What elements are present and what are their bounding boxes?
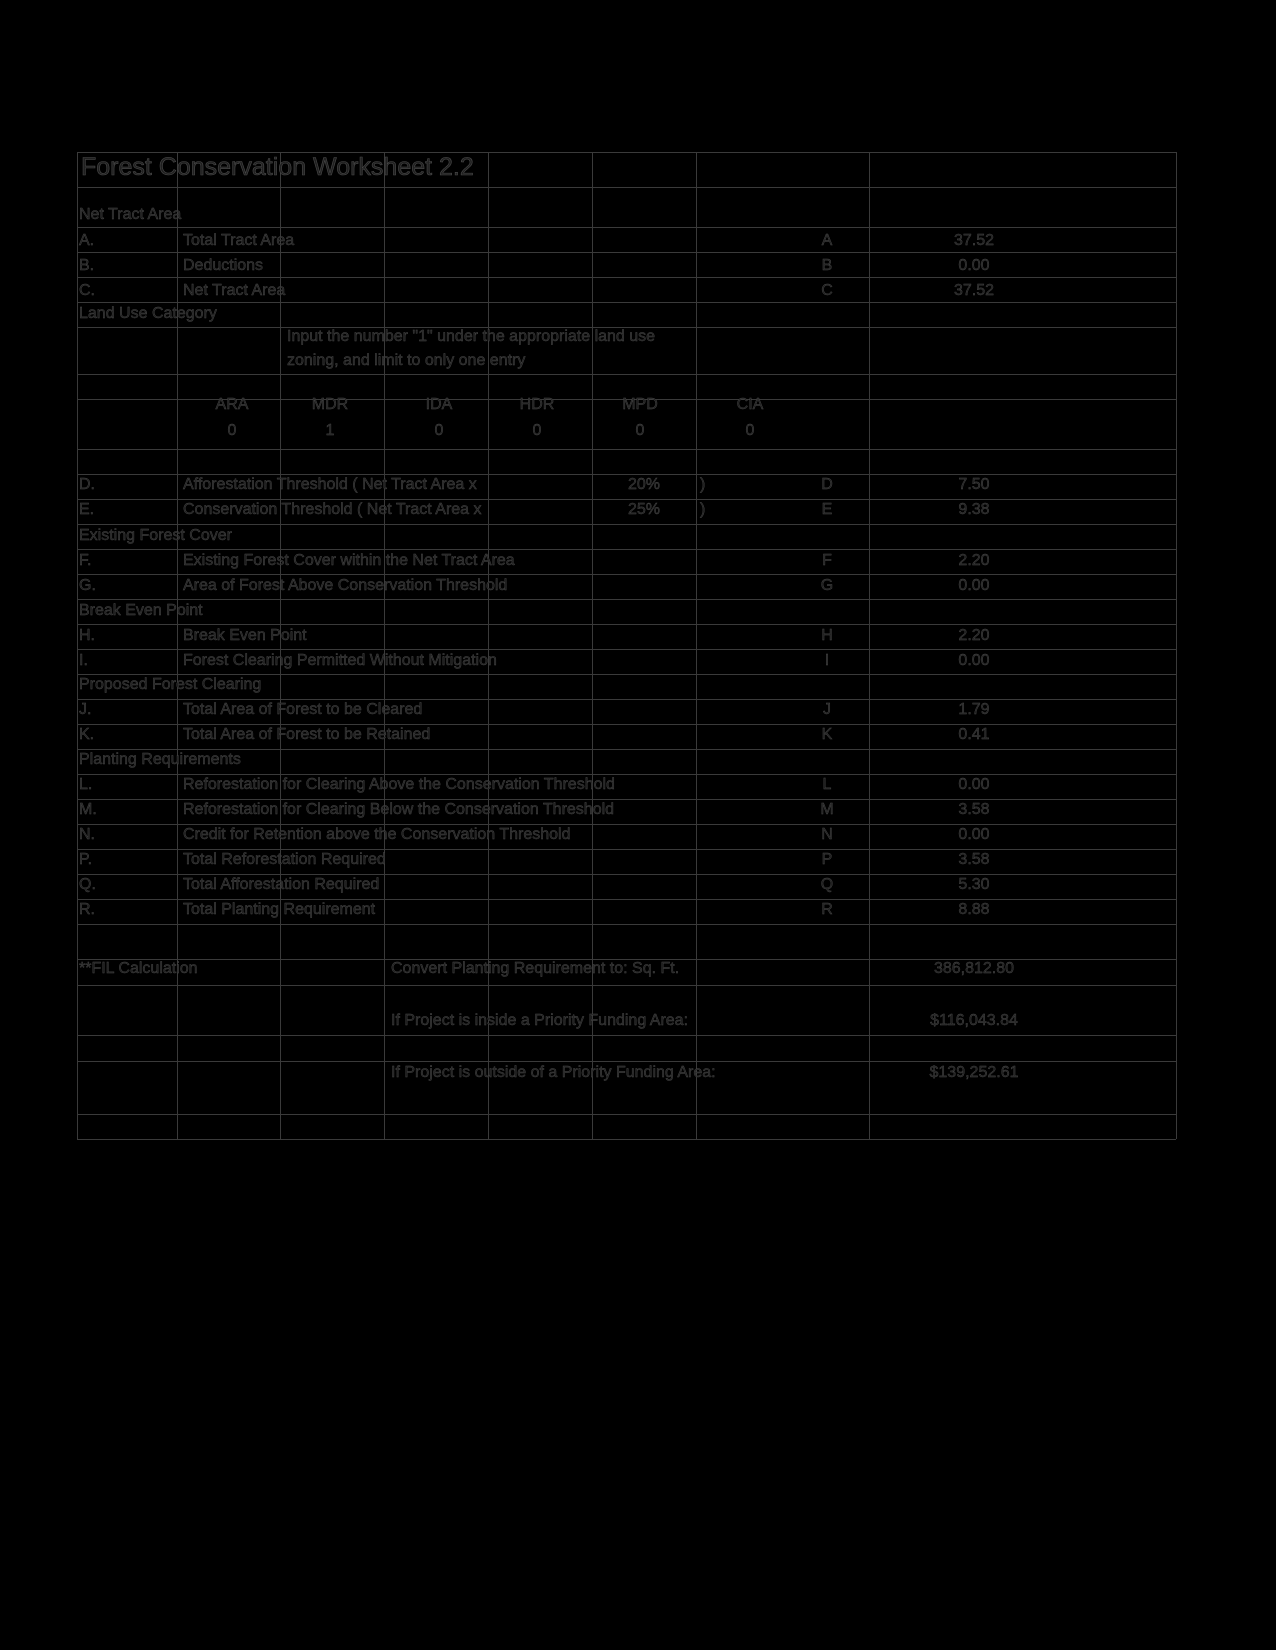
land-use-category-cia: CIA (736, 396, 764, 413)
land-use-value-mpd[interactable]: 0 (635, 422, 645, 439)
row-k-label: Total Area of Forest to be Retained (183, 726, 431, 743)
fil-convert-value: 386,812.80 (933, 960, 1015, 977)
grid-line (77, 874, 1176, 875)
row-k-value: 0.41 (958, 726, 990, 743)
grid-line (77, 1139, 1176, 1140)
row-d-paren: ) (700, 476, 706, 493)
row-h-letter: H. (79, 627, 95, 644)
row-i-code: I (824, 652, 830, 669)
row-l-value: 0.00 (958, 776, 990, 793)
grid-line (280, 152, 281, 1139)
row-l-code: L (822, 776, 832, 793)
grid-line (384, 152, 385, 1139)
fil-inside-pfa-label: If Project is inside a Priority Funding Area: (391, 1012, 689, 1029)
row-r-label: Total Planting Requirement (183, 901, 376, 918)
row-p-letter: P. (79, 851, 93, 868)
section-proposed-forest-clearing: Proposed Forest Clearing (79, 676, 262, 693)
row-l-label: Reforestation for Clearing Above the Conservation Threshold (183, 776, 615, 793)
row-q-code: Q (820, 876, 834, 893)
row-m-letter: M. (79, 801, 97, 818)
grid-line (77, 749, 1176, 750)
row-e-percent[interactable]: 25% (627, 501, 661, 518)
row-e-label: Conservation Threshold ( Net Tract Area x (183, 501, 482, 518)
grid-line (77, 374, 1176, 375)
row-a-code: A (821, 232, 833, 249)
page-title: Forest Conservation Worksheet 2.2 (81, 153, 474, 181)
row-g-code: G (820, 577, 834, 594)
row-j-value[interactable]: 1.79 (958, 701, 990, 718)
row-b-letter: B. (79, 257, 95, 274)
row-p-label: Total Reforestation Required (183, 851, 386, 868)
grid-line (77, 524, 1176, 525)
row-e-paren: ) (700, 501, 706, 518)
row-m-label: Reforestation for Clearing Below the Conservation Threshold (183, 801, 615, 818)
fil-outside-pfa-value: $139,252.61 (929, 1064, 1019, 1081)
fil-outside-pfa-label: If Project is outside of a Priority Funding Area: (391, 1064, 716, 1081)
row-f-value: 2.20 (958, 552, 990, 569)
row-n-value: 0.00 (958, 826, 990, 843)
land-use-category-mdr: MDR (311, 396, 349, 413)
grid-line (696, 152, 697, 1139)
row-a-value: 37.52 (953, 232, 995, 249)
grid-line (77, 599, 1176, 600)
land-use-category-ida: IDA (425, 396, 453, 413)
row-i-letter: I. (79, 652, 88, 669)
section-planting-requirements: Planting Requirements (79, 751, 241, 768)
row-a-letter: A. (79, 232, 95, 249)
grid-line (592, 152, 593, 1139)
row-b-label: Deductions (183, 257, 264, 274)
row-r-code: R (821, 901, 833, 918)
fil-inside-pfa-value: $116,043.84 (930, 1012, 1018, 1029)
row-b-code: B (821, 257, 833, 274)
land-use-category-mpd: MPD (622, 396, 658, 413)
grid-line (77, 302, 1176, 303)
section-break-even-point: Break Even Point (79, 602, 203, 619)
row-d-code: D (821, 476, 833, 493)
grid-line (77, 849, 1176, 850)
grid-line (77, 449, 1176, 450)
land-use-category-ara: ARA (215, 396, 249, 413)
grid-line (77, 227, 1176, 228)
grid-line (77, 277, 1176, 278)
row-f-label: Existing Forest Cover within the Net Tract Area (183, 552, 515, 569)
row-a-label: Total Tract Area (183, 232, 295, 249)
grid-line (77, 899, 1176, 900)
row-g-letter: G. (79, 577, 96, 594)
grid-line (77, 1114, 1176, 1115)
row-h-code: H (821, 627, 833, 644)
row-e-code: E (821, 501, 833, 518)
row-d-percent[interactable]: 20% (627, 476, 661, 493)
row-i-label: Forest Clearing Permitted Without Mitigation (183, 652, 497, 669)
grid-line (77, 187, 1176, 188)
row-f-code: F (822, 552, 832, 569)
row-p-value: 3.58 (958, 851, 990, 868)
grid-line (77, 799, 1176, 800)
land-use-value-hdr[interactable]: 0 (532, 422, 542, 439)
row-i-value: 0.00 (958, 652, 990, 669)
row-j-letter: J. (79, 701, 92, 718)
row-g-value: 0.00 (958, 577, 990, 594)
row-n-code: N (821, 826, 833, 843)
row-c-label: Net Tract Area (183, 282, 286, 299)
grid-line (77, 1061, 1176, 1062)
instruction-line-1: Input the number "1" under the appropriate land use (287, 328, 656, 345)
row-n-letter: N. (79, 826, 95, 843)
land-use-value-ara[interactable]: 0 (227, 422, 237, 439)
row-h-label: Break Even Point (183, 627, 307, 644)
row-d-label: Afforestation Threshold ( Net Tract Area x (183, 476, 477, 493)
grid-line (77, 574, 1176, 575)
row-k-letter: K. (79, 726, 95, 743)
row-q-letter: Q. (79, 876, 96, 893)
row-d-letter: D. (79, 476, 95, 493)
row-r-value: 8.88 (958, 901, 990, 918)
row-p-code: P (821, 851, 833, 868)
grid-line (177, 152, 178, 1139)
row-m-code: M (820, 801, 834, 818)
grid-line (77, 985, 1176, 986)
row-e-value: 9.38 (958, 501, 990, 518)
row-j-code: J (823, 701, 831, 718)
grid-line (77, 674, 1176, 675)
row-m-value: 3.58 (958, 801, 990, 818)
grid-line (77, 824, 1176, 825)
grid-line (77, 474, 1176, 475)
grid-line (77, 724, 1176, 725)
grid-line (77, 499, 1176, 500)
row-k-code: K (821, 726, 833, 743)
land-use-value-ida[interactable]: 0 (434, 422, 444, 439)
row-d-value: 7.50 (958, 476, 990, 493)
section-existing-forest-cover: Existing Forest Cover (79, 527, 232, 544)
land-use-category-hdr: HDR (519, 396, 555, 413)
grid-line (77, 549, 1176, 550)
grid-line (77, 699, 1176, 700)
row-r-letter: R. (79, 901, 95, 918)
row-h-value: 2.20 (958, 627, 990, 644)
row-g-label: Area of Forest Above Conservation Threshold (183, 577, 508, 594)
grid-line (488, 152, 489, 1139)
grid-line (77, 252, 1176, 253)
row-e-letter: E. (79, 501, 95, 518)
grid-line (77, 152, 78, 1139)
fil-convert-label: Convert Planting Requirement to: Sq. Ft. (391, 960, 680, 977)
row-c-letter: C. (79, 282, 95, 299)
row-n-label: Credit for Retention above the Conservation Threshold (183, 826, 571, 843)
instruction-line-2: zoning, and limit to only one entry (287, 352, 526, 369)
grid-line (869, 152, 870, 1139)
fil-calculation-label: **FIL Calculation (79, 960, 198, 977)
row-c-value: 37.52 (953, 282, 995, 299)
row-f-letter: F. (79, 552, 92, 569)
row-q-label: Total Afforestation Required (183, 876, 380, 893)
land-use-value-cia[interactable]: 0 (745, 422, 755, 439)
worksheet-table (77, 152, 1176, 1139)
row-j-label: Total Area of Forest to be Cleared (183, 701, 423, 718)
grid-line (77, 1035, 1176, 1036)
grid-line (77, 774, 1176, 775)
section-net-tract-area: Net Tract Area (79, 206, 182, 223)
row-c-code: C (821, 282, 833, 299)
grid-line (77, 924, 1176, 925)
grid-line (77, 624, 1176, 625)
row-q-value: 5.30 (958, 876, 990, 893)
land-use-value-mdr[interactable]: 1 (325, 422, 335, 439)
grid-line (1176, 152, 1177, 1139)
row-b-value: 0.00 (958, 257, 990, 274)
row-l-letter: L. (79, 776, 93, 793)
grid-line (77, 649, 1176, 650)
section-land-use-category: Land Use Category (79, 305, 217, 322)
